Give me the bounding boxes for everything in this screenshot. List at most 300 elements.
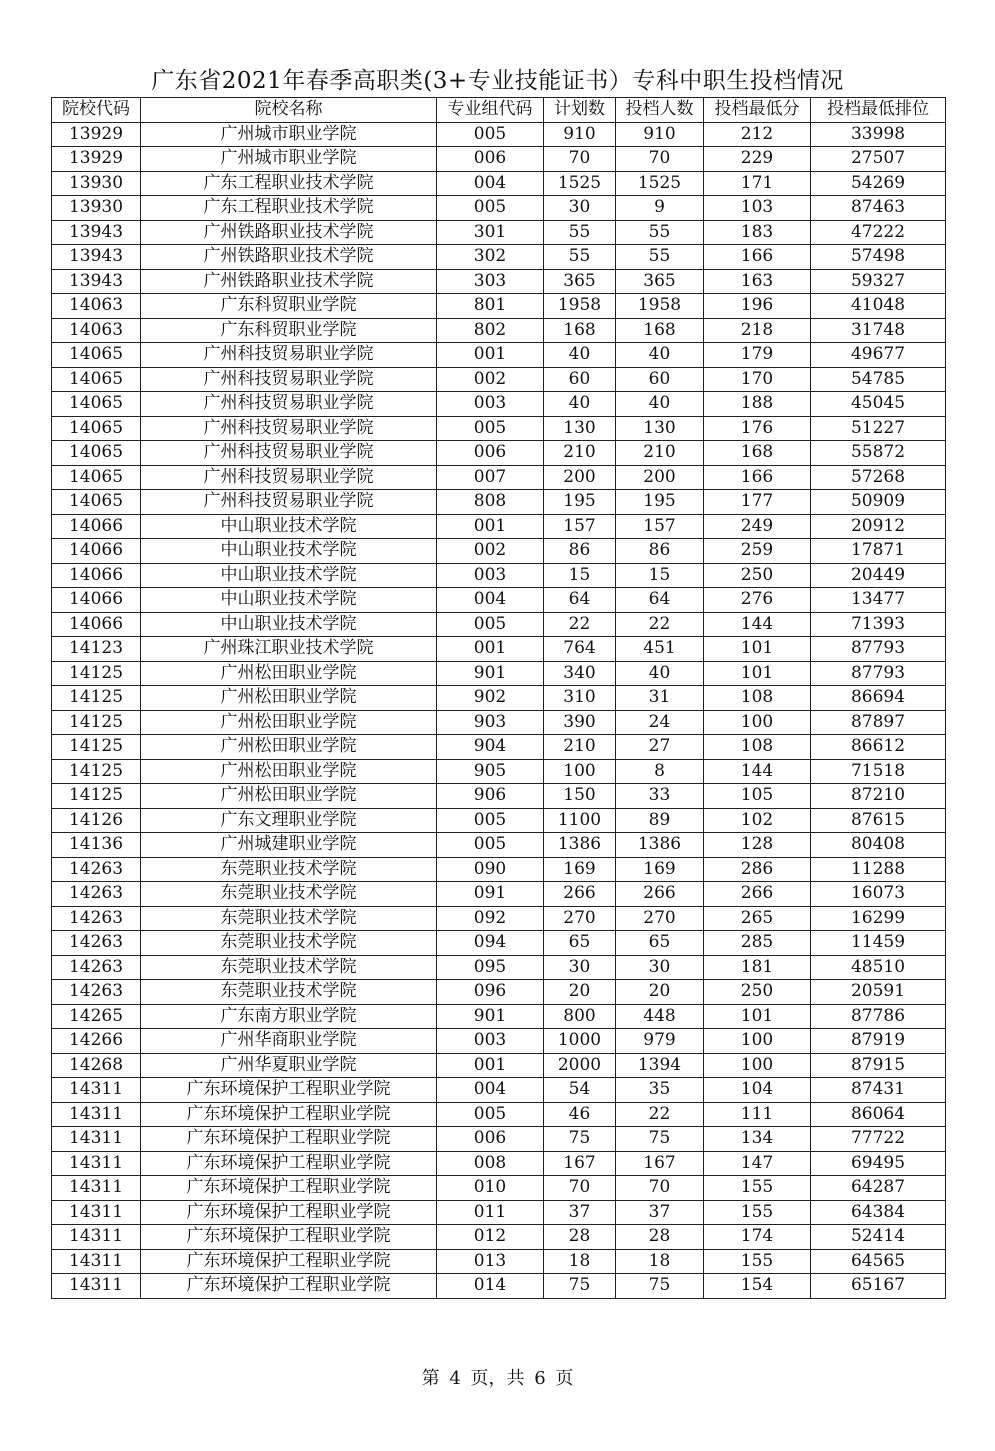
table-cell: 40 xyxy=(616,392,704,417)
table-cell: 100 xyxy=(704,710,811,735)
table-row xyxy=(52,759,946,784)
table-row xyxy=(52,612,946,637)
table-cell: 130 xyxy=(616,416,704,441)
table-cell: 广东环境保护工程职业学院 xyxy=(141,1151,437,1176)
table-cell: 1386 xyxy=(544,833,616,858)
column-header: 院校代码 xyxy=(52,98,141,123)
table-cell: 200 xyxy=(616,465,704,490)
table-cell: 东莞职业技术学院 xyxy=(141,955,437,980)
table-row xyxy=(52,686,946,711)
table-cell: 16073 xyxy=(811,882,946,907)
table-cell: 210 xyxy=(544,735,616,760)
table-cell: 广东环境保护工程职业学院 xyxy=(141,1249,437,1274)
table-cell: 87793 xyxy=(811,637,946,662)
table-cell: 006 xyxy=(437,1127,544,1152)
table-row xyxy=(52,122,946,147)
table-cell: 广州科技贸易职业学院 xyxy=(141,465,437,490)
table-cell: 174 xyxy=(704,1225,811,1250)
table-cell: 40 xyxy=(616,661,704,686)
table-cell: 17871 xyxy=(811,539,946,564)
table-cell: 001 xyxy=(437,514,544,539)
table-cell: 广州铁路职业技术学院 xyxy=(141,220,437,245)
table-cell: 011 xyxy=(437,1200,544,1225)
table-cell: 广东工程职业技术学院 xyxy=(141,171,437,196)
table-row xyxy=(52,735,946,760)
table-cell: 365 xyxy=(544,269,616,294)
table-cell: 13930 xyxy=(52,196,141,221)
table-cell: 22 xyxy=(544,612,616,637)
table-cell: 广州科技贸易职业学院 xyxy=(141,367,437,392)
table-cell: 134 xyxy=(704,1127,811,1152)
table-cell: 广东环境保护工程职业学院 xyxy=(141,1200,437,1225)
table-row xyxy=(52,392,946,417)
table-cell: 55 xyxy=(616,220,704,245)
table-cell: 1958 xyxy=(544,294,616,319)
table-cell: 166 xyxy=(704,245,811,270)
table-row xyxy=(52,833,946,858)
table-cell: 266 xyxy=(616,882,704,907)
table-cell: 14066 xyxy=(52,514,141,539)
table-cell: 86694 xyxy=(811,686,946,711)
table-cell: 57268 xyxy=(811,465,946,490)
table-cell: 905 xyxy=(437,759,544,784)
table-row xyxy=(52,171,946,196)
table-cell: 50909 xyxy=(811,490,946,515)
table-cell: 270 xyxy=(616,906,704,931)
table-cell: 13930 xyxy=(52,171,141,196)
table-cell: 广东工程职业技术学院 xyxy=(141,196,437,221)
table-cell: 49677 xyxy=(811,343,946,368)
table-cell: 14063 xyxy=(52,294,141,319)
table-cell: 14266 xyxy=(52,1029,141,1054)
table-cell: 276 xyxy=(704,588,811,613)
table-cell: 广州铁路职业技术学院 xyxy=(141,269,437,294)
table-cell: 28 xyxy=(616,1225,704,1250)
table-cell: 005 xyxy=(437,416,544,441)
table-cell: 010 xyxy=(437,1176,544,1201)
table-row xyxy=(52,318,946,343)
table-row xyxy=(52,1102,946,1127)
table-row xyxy=(52,294,946,319)
table-cell: 64 xyxy=(616,588,704,613)
table-cell: 48510 xyxy=(811,955,946,980)
table-cell: 13943 xyxy=(52,269,141,294)
table-cell: 005 xyxy=(437,612,544,637)
table-row xyxy=(52,857,946,882)
table-row xyxy=(52,980,946,1005)
table-cell: 104 xyxy=(704,1078,811,1103)
table-cell: 167 xyxy=(544,1151,616,1176)
table-cell: 89 xyxy=(616,808,704,833)
table-row xyxy=(52,465,946,490)
table-cell: 1958 xyxy=(616,294,704,319)
table-cell: 101 xyxy=(704,1004,811,1029)
table-row xyxy=(52,343,946,368)
table-cell: 008 xyxy=(437,1151,544,1176)
table-cell: 111 xyxy=(704,1102,811,1127)
table-cell: 147 xyxy=(704,1151,811,1176)
table-cell: 广州科技贸易职业学院 xyxy=(141,392,437,417)
table-cell: 中山职业技术学院 xyxy=(141,563,437,588)
table-row xyxy=(52,1249,946,1274)
table-cell: 45045 xyxy=(811,392,946,417)
table-cell: 13929 xyxy=(52,147,141,172)
table-cell: 27 xyxy=(616,735,704,760)
table-cell: 广州松田职业学院 xyxy=(141,784,437,809)
table-cell: 广东环境保护工程职业学院 xyxy=(141,1127,437,1152)
table-cell: 013 xyxy=(437,1249,544,1274)
table-cell: 128 xyxy=(704,833,811,858)
table-cell: 1394 xyxy=(616,1053,704,1078)
table-cell: 801 xyxy=(437,294,544,319)
table-cell: 904 xyxy=(437,735,544,760)
table-cell: 285 xyxy=(704,931,811,956)
admission-table xyxy=(51,97,946,1299)
table-cell: 18 xyxy=(544,1249,616,1274)
table-cell: 22 xyxy=(616,1102,704,1127)
table-header-row xyxy=(52,98,946,123)
table-cell: 13943 xyxy=(52,245,141,270)
table-cell: 154 xyxy=(704,1274,811,1299)
table-cell: 188 xyxy=(704,392,811,417)
table-cell: 310 xyxy=(544,686,616,711)
table-row xyxy=(52,539,946,564)
table-cell: 100 xyxy=(704,1053,811,1078)
table-cell: 901 xyxy=(437,661,544,686)
table-cell: 46 xyxy=(544,1102,616,1127)
table-cell: 54269 xyxy=(811,171,946,196)
table-cell: 196 xyxy=(704,294,811,319)
table-row xyxy=(52,906,946,931)
table-cell: 144 xyxy=(704,759,811,784)
table-cell: 广州珠江职业技术学院 xyxy=(141,637,437,662)
table-cell: 176 xyxy=(704,416,811,441)
table-cell: 155 xyxy=(704,1176,811,1201)
table-cell: 40 xyxy=(544,343,616,368)
table-row xyxy=(52,1176,946,1201)
table-cell: 105 xyxy=(704,784,811,809)
table-cell: 910 xyxy=(544,122,616,147)
table-cell: 177 xyxy=(704,490,811,515)
table-row xyxy=(52,1029,946,1054)
table-cell: 171 xyxy=(704,171,811,196)
table-cell: 005 xyxy=(437,196,544,221)
table-cell: 广州松田职业学院 xyxy=(141,710,437,735)
table-cell: 55 xyxy=(544,220,616,245)
table-cell: 东莞职业技术学院 xyxy=(141,857,437,882)
table-cell: 14125 xyxy=(52,759,141,784)
table-body xyxy=(52,122,946,1298)
table-cell: 003 xyxy=(437,392,544,417)
table-cell: 86 xyxy=(544,539,616,564)
table-row xyxy=(52,1004,946,1029)
table-cell: 266 xyxy=(704,882,811,907)
table-cell: 87915 xyxy=(811,1053,946,1078)
table-cell: 14125 xyxy=(52,686,141,711)
table-cell: 52414 xyxy=(811,1225,946,1250)
table-cell: 广州城市职业学院 xyxy=(141,147,437,172)
table-cell: 20912 xyxy=(811,514,946,539)
table-cell: 096 xyxy=(437,980,544,1005)
table-cell: 广东文理职业学院 xyxy=(141,808,437,833)
table-cell: 14065 xyxy=(52,367,141,392)
table-cell: 64565 xyxy=(811,1249,946,1274)
table-cell: 11459 xyxy=(811,931,946,956)
table-cell: 37 xyxy=(616,1200,704,1225)
table-cell: 183 xyxy=(704,220,811,245)
table-cell: 8 xyxy=(616,759,704,784)
table-cell: 14066 xyxy=(52,563,141,588)
table-row xyxy=(52,661,946,686)
table-cell: 14063 xyxy=(52,318,141,343)
table-cell: 13477 xyxy=(811,588,946,613)
table-cell: 448 xyxy=(616,1004,704,1029)
table-cell: 168 xyxy=(704,441,811,466)
table-cell: 70 xyxy=(544,147,616,172)
table-cell: 169 xyxy=(544,857,616,882)
table-cell: 20 xyxy=(544,980,616,1005)
table-cell: 170 xyxy=(704,367,811,392)
table-cell: 14311 xyxy=(52,1200,141,1225)
table-cell: 094 xyxy=(437,931,544,956)
table-cell: 100 xyxy=(704,1029,811,1054)
table-cell: 14263 xyxy=(52,857,141,882)
table-cell: 14263 xyxy=(52,931,141,956)
table-cell: 9 xyxy=(616,196,704,221)
table-cell: 200 xyxy=(544,465,616,490)
table-cell: 37 xyxy=(544,1200,616,1225)
table-cell: 20 xyxy=(616,980,704,1005)
table-cell: 广州城建职业学院 xyxy=(141,833,437,858)
table-cell: 14311 xyxy=(52,1078,141,1103)
table-cell: 250 xyxy=(704,980,811,1005)
table-cell: 27507 xyxy=(811,147,946,172)
table-cell: 006 xyxy=(437,147,544,172)
table-cell: 广东环境保护工程职业学院 xyxy=(141,1225,437,1250)
table-cell: 70 xyxy=(616,1176,704,1201)
table-cell: 59327 xyxy=(811,269,946,294)
table-cell: 14066 xyxy=(52,539,141,564)
table-cell: 广东科贸职业学院 xyxy=(141,294,437,319)
table-cell: 中山职业技术学院 xyxy=(141,612,437,637)
table-cell: 14263 xyxy=(52,980,141,1005)
table-cell: 71518 xyxy=(811,759,946,784)
table-row xyxy=(52,808,946,833)
table-cell: 167 xyxy=(616,1151,704,1176)
table-cell: 14065 xyxy=(52,392,141,417)
column-header: 院校名称 xyxy=(141,98,437,123)
table-cell: 33 xyxy=(616,784,704,809)
table-row xyxy=(52,490,946,515)
table-cell: 13943 xyxy=(52,220,141,245)
table-cell: 910 xyxy=(616,122,704,147)
table-row xyxy=(52,1200,946,1225)
table-cell: 14125 xyxy=(52,784,141,809)
table-cell: 60 xyxy=(616,367,704,392)
table-cell: 451 xyxy=(616,637,704,662)
table-cell: 中山职业技术学院 xyxy=(141,514,437,539)
table-cell: 166 xyxy=(704,465,811,490)
table-cell: 150 xyxy=(544,784,616,809)
table-cell: 广州华夏职业学院 xyxy=(141,1053,437,1078)
table-cell: 157 xyxy=(544,514,616,539)
table-cell: 35 xyxy=(616,1078,704,1103)
table-cell: 006 xyxy=(437,441,544,466)
table-cell: 340 xyxy=(544,661,616,686)
table-cell: 13929 xyxy=(52,122,141,147)
table-row xyxy=(52,514,946,539)
table-cell: 249 xyxy=(704,514,811,539)
table-cell: 390 xyxy=(544,710,616,735)
table-cell: 091 xyxy=(437,882,544,907)
table-cell: 979 xyxy=(616,1029,704,1054)
table-cell: 764 xyxy=(544,637,616,662)
column-header: 投档最低排位 xyxy=(811,98,946,123)
table-cell: 广州松田职业学院 xyxy=(141,686,437,711)
table-cell: 15 xyxy=(544,563,616,588)
table-cell: 65 xyxy=(544,931,616,956)
table-cell: 87431 xyxy=(811,1078,946,1103)
table-row xyxy=(52,367,946,392)
table-cell: 87210 xyxy=(811,784,946,809)
table-cell: 14311 xyxy=(52,1176,141,1201)
table-cell: 800 xyxy=(544,1004,616,1029)
table-cell: 002 xyxy=(437,539,544,564)
table-cell: 中山职业技术学院 xyxy=(141,539,437,564)
table-cell: 181 xyxy=(704,955,811,980)
table-cell: 87463 xyxy=(811,196,946,221)
table-cell: 001 xyxy=(437,1053,544,1078)
table-row xyxy=(52,1053,946,1078)
table-cell: 169 xyxy=(616,857,704,882)
table-cell: 87919 xyxy=(811,1029,946,1054)
table-row xyxy=(52,710,946,735)
table-cell: 70 xyxy=(544,1176,616,1201)
table-cell: 80408 xyxy=(811,833,946,858)
table-cell: 广州科技贸易职业学院 xyxy=(141,441,437,466)
table-cell: 095 xyxy=(437,955,544,980)
page-footer xyxy=(0,1364,995,1390)
table-cell: 77722 xyxy=(811,1127,946,1152)
table-cell: 55 xyxy=(544,245,616,270)
table-cell: 东莞职业技术学院 xyxy=(141,931,437,956)
table-cell: 14311 xyxy=(52,1127,141,1152)
table-cell: 14065 xyxy=(52,416,141,441)
table-cell: 64384 xyxy=(811,1200,946,1225)
table-cell: 808 xyxy=(437,490,544,515)
table-row xyxy=(52,147,946,172)
table-cell: 14136 xyxy=(52,833,141,858)
table-cell: 003 xyxy=(437,1029,544,1054)
table-cell: 广州科技贸易职业学院 xyxy=(141,343,437,368)
table-cell: 14268 xyxy=(52,1053,141,1078)
table-cell: 212 xyxy=(704,122,811,147)
footer-current-page: 4 xyxy=(449,1368,461,1389)
table-cell: 广东南方职业学院 xyxy=(141,1004,437,1029)
table-cell: 65167 xyxy=(811,1274,946,1299)
footer-prefix: 第 xyxy=(421,1368,440,1389)
table-cell: 179 xyxy=(704,343,811,368)
table-cell: 210 xyxy=(544,441,616,466)
table-cell: 802 xyxy=(437,318,544,343)
footer-suffix: 页 xyxy=(555,1368,574,1389)
table-row xyxy=(52,784,946,809)
table-cell: 广东环境保护工程职业学院 xyxy=(141,1274,437,1299)
table-cell: 005 xyxy=(437,122,544,147)
table-cell: 005 xyxy=(437,1102,544,1127)
table-cell: 14126 xyxy=(52,808,141,833)
table-cell: 75 xyxy=(616,1274,704,1299)
table-cell: 090 xyxy=(437,857,544,882)
table-cell: 64 xyxy=(544,588,616,613)
table-cell: 259 xyxy=(704,539,811,564)
table-cell: 102 xyxy=(704,808,811,833)
table-cell: 903 xyxy=(437,710,544,735)
table-cell: 195 xyxy=(544,490,616,515)
table-cell: 100 xyxy=(544,759,616,784)
table-cell: 270 xyxy=(544,906,616,931)
table-row xyxy=(52,1151,946,1176)
table-cell: 108 xyxy=(704,735,811,760)
table-cell: 14066 xyxy=(52,588,141,613)
table-cell: 广州城市职业学院 xyxy=(141,122,437,147)
table-cell: 1100 xyxy=(544,808,616,833)
table-row xyxy=(52,416,946,441)
table-cell: 265 xyxy=(704,906,811,931)
table-cell: 75 xyxy=(544,1127,616,1152)
table-cell: 40 xyxy=(544,392,616,417)
table-row xyxy=(52,563,946,588)
table-row xyxy=(52,1274,946,1299)
table-cell: 012 xyxy=(437,1225,544,1250)
table-cell: 301 xyxy=(437,220,544,245)
table-cell: 103 xyxy=(704,196,811,221)
table-cell: 14065 xyxy=(52,441,141,466)
table-cell: 64287 xyxy=(811,1176,946,1201)
table-cell: 902 xyxy=(437,686,544,711)
table-cell: 广州科技贸易职业学院 xyxy=(141,416,437,441)
table-cell: 60 xyxy=(544,367,616,392)
table-cell: 901 xyxy=(437,1004,544,1029)
table-cell: 87786 xyxy=(811,1004,946,1029)
table-cell: 906 xyxy=(437,784,544,809)
table-cell: 163 xyxy=(704,269,811,294)
table-cell: 101 xyxy=(704,637,811,662)
table-cell: 20449 xyxy=(811,563,946,588)
table-cell: 33998 xyxy=(811,122,946,147)
table-row xyxy=(52,220,946,245)
footer-mid: 页，共 xyxy=(470,1368,525,1389)
table-cell: 302 xyxy=(437,245,544,270)
table-cell: 005 xyxy=(437,808,544,833)
table-cell: 14065 xyxy=(52,343,141,368)
table-cell: 广州科技贸易职业学院 xyxy=(141,490,437,515)
table-cell: 14125 xyxy=(52,735,141,760)
table-cell: 广州松田职业学院 xyxy=(141,759,437,784)
table-cell: 54785 xyxy=(811,367,946,392)
table-cell: 14065 xyxy=(52,465,141,490)
table-row xyxy=(52,931,946,956)
table-cell: 86064 xyxy=(811,1102,946,1127)
table-cell: 广东环境保护工程职业学院 xyxy=(141,1102,437,1127)
table-cell: 168 xyxy=(544,318,616,343)
table-cell: 286 xyxy=(704,857,811,882)
table-cell: 365 xyxy=(616,269,704,294)
table-cell: 155 xyxy=(704,1249,811,1274)
table-cell: 30 xyxy=(616,955,704,980)
table-cell: 157 xyxy=(616,514,704,539)
table-cell: 55872 xyxy=(811,441,946,466)
